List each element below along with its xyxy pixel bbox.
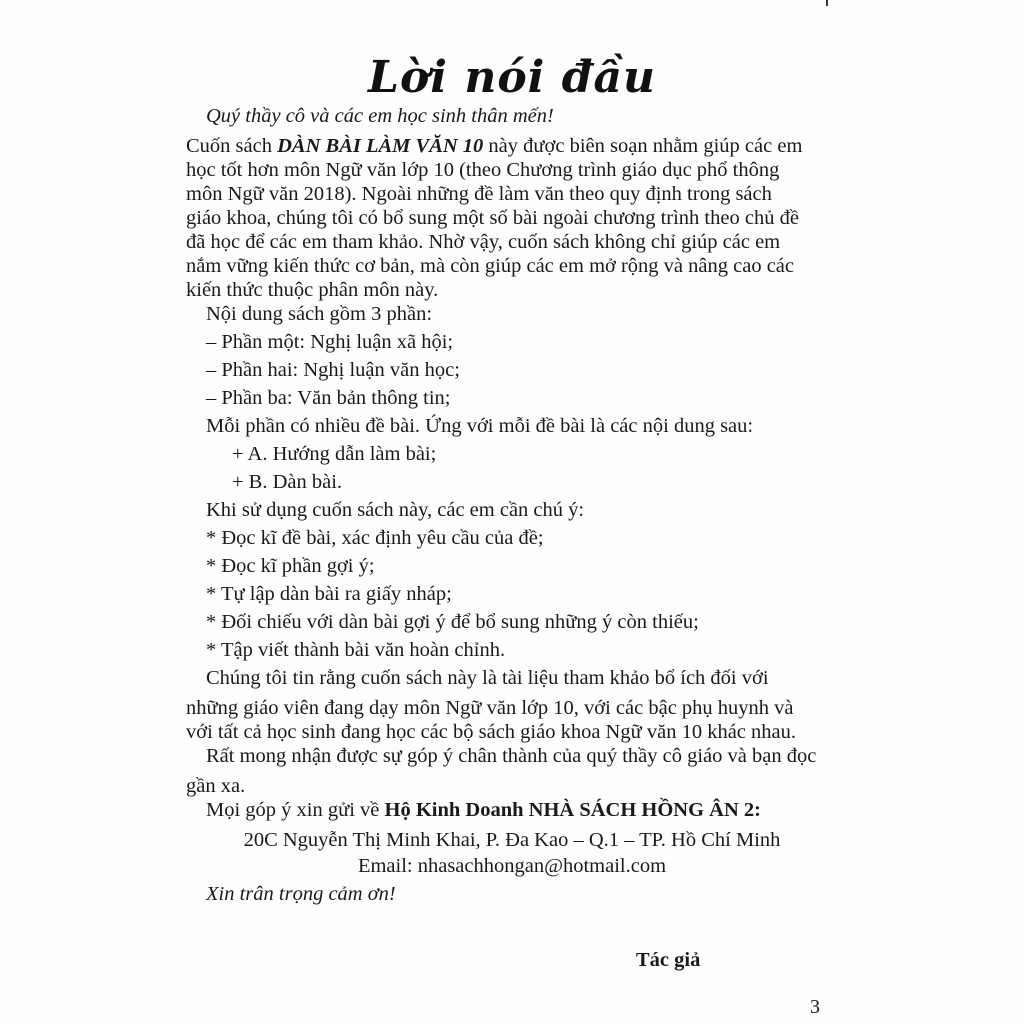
- hope-line-2: gần xa.: [186, 775, 246, 797]
- contact-address: 20C Nguyễn Thị Minh Khai, P. Đa Kao – Q.1 – TP. Hồ Chí Minh: [243, 829, 781, 851]
- intro-text: Cuốn sách: [186, 135, 278, 157]
- belief-line-2: những giáo viên đang dạy môn Ngữ văn lớp 10, với các bậc phụ huynh và: [186, 697, 794, 719]
- part-item: – Phần ba: Văn bản thông tin;: [206, 387, 451, 409]
- intro-line-6: nắm vững kiến thức cơ bản, mà còn giúp các em mở rộng và nâng cao các: [186, 255, 795, 277]
- belief-line-1: Chúng tôi tin rằng cuốn sách này là tài liệu tham khảo bổ ích đối với: [206, 667, 769, 689]
- greeting: Quý thầy cô và các em học sinh thân mến!: [206, 105, 554, 127]
- each-part-text: Mỗi phần có nhiều đề bài. Ứng với mỗi đề bài là các nội dung sau:: [206, 415, 754, 437]
- usage-item: * Tập viết thành bài văn hoàn chỉnh.: [206, 639, 506, 661]
- usage-item: * Đọc kĩ phần gợi ý;: [206, 555, 375, 577]
- scan-mark: [826, 0, 828, 6]
- intro-line-2: học tốt hơn môn Ngữ văn lớp 10 (theo Chương trình giáo dục phổ thông: [186, 159, 780, 181]
- thanks-text: Xin trân trọng cảm ơn!: [206, 883, 396, 905]
- contents-heading: Nội dung sách gồm 3 phần:: [206, 303, 433, 325]
- intro-line-4: giáo khoa, chúng tôi có bổ sung một số bài ngoài chương trình theo chủ đề: [186, 207, 799, 229]
- intro-line-7: kiến thức thuộc phân môn này.: [186, 279, 439, 301]
- author-signature: Tác giả: [636, 949, 701, 971]
- sub-item: + B. Dàn bài.: [232, 471, 343, 493]
- usage-item: * Đọc kĩ đề bài, xác định yêu cầu của đề;: [206, 527, 544, 549]
- page-number: 3: [810, 996, 820, 1018]
- usage-heading: Khi sử dụng cuốn sách này, các em cần chú ý:: [206, 499, 585, 521]
- hope-line-1: Rất mong nhận được sự góp ý chân thành của quý thầy cô giáo và bạn đọc: [206, 745, 817, 767]
- part-item: – Phần hai: Nghị luận văn học;: [206, 359, 460, 381]
- usage-item: * Tự lập dàn bài ra giấy nháp;: [206, 583, 452, 605]
- contact-email: Email: nhasachhongan@hotmail.com: [357, 855, 667, 877]
- intro-line-3: môn Ngữ văn 2018). Ngoài những đề làm văn theo quy định trong sách: [186, 183, 772, 205]
- usage-item: * Đối chiếu với dàn bài gợi ý để bổ sung những ý còn thiếu;: [206, 611, 699, 633]
- contact-text: Mọi góp ý xin gửi về: [206, 799, 385, 821]
- sub-item: + A. Hướng dẫn làm bài;: [232, 443, 437, 465]
- part-item: – Phần một: Nghị luận xã hội;: [206, 331, 454, 353]
- intro-text: này được biên soạn nhằm giúp các em: [483, 135, 803, 157]
- intro-line-5: đã học để các em tham khảo. Nhờ vậy, cuốn sách không chỉ giúp các em: [186, 231, 781, 253]
- page-title: Lời nói đầu: [368, 52, 656, 103]
- book-title: DÀN BÀI LÀM VĂN 10: [277, 135, 484, 157]
- publisher-name: Hộ Kinh Doanh NHÀ SÁCH HỒNG ÂN 2:: [384, 799, 761, 821]
- contact-line: [206, 796, 761, 824]
- belief-line-3: với tất cả học sinh đang học các bộ sách giáo khoa Ngữ văn 10 khác nhau.: [186, 721, 796, 743]
